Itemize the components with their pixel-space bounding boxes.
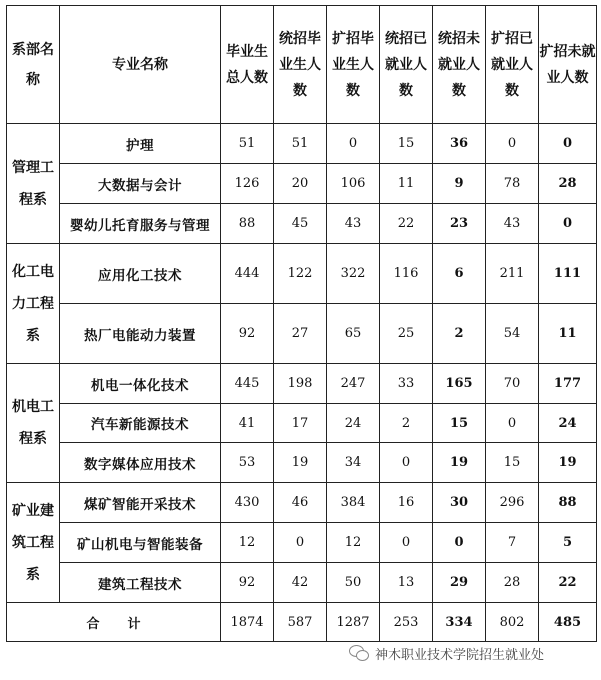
value-cell: 2 [433,304,486,364]
value-cell: 11 [539,304,597,364]
dept-cell: 管理工程系 [7,124,60,244]
major-cell: 婴幼儿托育服务与管理 [60,204,221,244]
value-cell: 165 [433,364,486,404]
total-cell: 1874 [221,603,274,642]
table-row [7,204,597,244]
value-cell: 15 [486,443,539,483]
employment-table [6,5,597,642]
major-cell: 建筑工程技术 [60,563,221,603]
major-cell: 热厂电能动力装置 [60,304,221,364]
value-cell: 88 [221,204,274,244]
value-cell: 116 [380,244,433,304]
total-cell: 587 [274,603,327,642]
value-cell: 296 [486,483,539,523]
value-cell: 19 [274,443,327,483]
value-cell: 27 [274,304,327,364]
value-cell: 45 [274,204,327,244]
value-cell: 444 [221,244,274,304]
header-graduates: 毕业生总人数 [221,6,274,124]
value-cell: 34 [327,443,380,483]
table-row [7,483,597,523]
watermark [349,641,544,665]
value-cell: 19 [433,443,486,483]
value-cell: 211 [486,244,539,304]
major-cell: 数字媒体应用技术 [60,443,221,483]
watermark-text: 神木职业技术学院招生就业处 [375,647,545,663]
value-cell: 24 [539,404,597,443]
value-cell: 43 [327,204,380,244]
value-cell: 22 [380,204,433,244]
header-expand-grad: 扩招毕业生人数 [327,6,380,124]
value-cell: 122 [274,244,327,304]
value-cell: 46 [274,483,327,523]
value-cell: 12 [221,523,274,563]
dept-cell: 机电工程系 [7,364,60,483]
table-row [7,304,597,364]
value-cell: 384 [327,483,380,523]
value-cell: 445 [221,364,274,404]
total-row [7,603,597,642]
value-cell: 0 [327,124,380,164]
value-cell: 0 [539,204,597,244]
value-cell: 65 [327,304,380,364]
value-cell: 43 [486,204,539,244]
value-cell: 106 [327,164,380,204]
value-cell: 0 [539,124,597,164]
value-cell: 92 [221,304,274,364]
value-cell: 50 [327,563,380,603]
total-cell: 253 [380,603,433,642]
value-cell: 0 [433,523,486,563]
major-cell: 煤矿智能开采技术 [60,483,221,523]
dept-cell: 化工电力工程系 [7,244,60,364]
total-cell: 485 [539,603,597,642]
value-cell: 5 [539,523,597,563]
value-cell: 88 [539,483,597,523]
value-cell: 92 [221,563,274,603]
major-cell: 大数据与会计 [60,164,221,204]
table-row [7,523,597,563]
total-cell: 1287 [327,603,380,642]
value-cell: 13 [380,563,433,603]
table-row [7,244,597,304]
value-cell: 11 [380,164,433,204]
value-cell: 23 [433,204,486,244]
header-major: 专业名称 [60,6,221,124]
total-cell: 802 [486,603,539,642]
value-cell: 322 [327,244,380,304]
value-cell: 0 [380,443,433,483]
header-unified-unemp: 统招未就业人数 [433,6,486,124]
header-expand-unemp: 扩招未就业人数 [539,6,597,124]
value-cell: 15 [380,124,433,164]
total-label: 合计 [7,603,221,642]
value-cell: 9 [433,164,486,204]
value-cell: 0 [486,404,539,443]
table-row [7,124,597,164]
value-cell: 33 [380,364,433,404]
value-cell: 0 [380,523,433,563]
major-cell: 机电一体化技术 [60,364,221,404]
value-cell: 2 [380,404,433,443]
dept-cell: 矿业建筑工程系 [7,483,60,603]
header-dept: 系部名称 [7,6,60,124]
value-cell: 53 [221,443,274,483]
value-cell: 7 [486,523,539,563]
value-cell: 247 [327,364,380,404]
value-cell: 126 [221,164,274,204]
value-cell: 16 [380,483,433,523]
major-cell: 应用化工技术 [60,244,221,304]
total-cell: 334 [433,603,486,642]
table-row [7,443,597,483]
value-cell: 42 [274,563,327,603]
value-cell: 22 [539,563,597,603]
major-cell: 汽车新能源技术 [60,404,221,443]
header-row [7,6,597,124]
value-cell: 17 [274,404,327,443]
value-cell: 70 [486,364,539,404]
table-row [7,164,597,204]
value-cell: 6 [433,244,486,304]
value-cell: 0 [274,523,327,563]
major-cell: 矿山机电与智能装备 [60,523,221,563]
value-cell: 111 [539,244,597,304]
major-cell: 护理 [60,124,221,164]
value-cell: 30 [433,483,486,523]
header-expand-emp: 扩招已就业人数 [486,6,539,124]
value-cell: 51 [274,124,327,164]
value-cell: 41 [221,404,274,443]
table-row [7,404,597,443]
value-cell: 29 [433,563,486,603]
value-cell: 20 [274,164,327,204]
value-cell: 15 [433,404,486,443]
value-cell: 177 [539,364,597,404]
value-cell: 51 [221,124,274,164]
value-cell: 28 [486,563,539,603]
value-cell: 19 [539,443,597,483]
value-cell: 0 [486,124,539,164]
value-cell: 78 [486,164,539,204]
value-cell: 24 [327,404,380,443]
value-cell: 28 [539,164,597,204]
table-row [7,364,597,404]
table-row [7,563,597,603]
value-cell: 25 [380,304,433,364]
value-cell: 198 [274,364,327,404]
value-cell: 36 [433,124,486,164]
value-cell: 430 [221,483,274,523]
wechat-icon [349,644,369,662]
header-unified-grad: 统招毕业生人数 [274,6,327,124]
value-cell: 12 [327,523,380,563]
value-cell: 54 [486,304,539,364]
header-unified-emp: 统招已就业人数 [380,6,433,124]
